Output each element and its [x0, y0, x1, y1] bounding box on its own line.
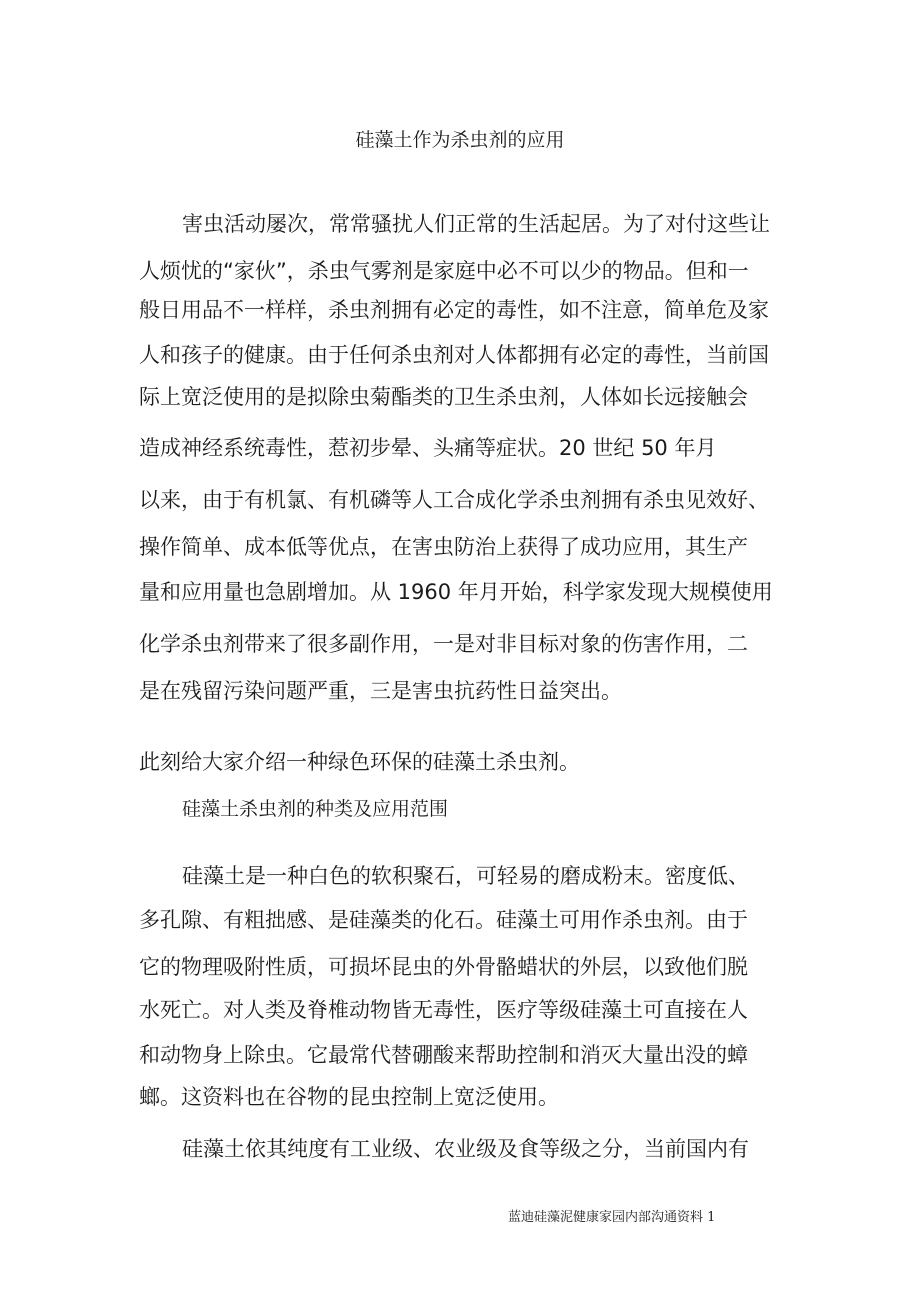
paragraph-1-line-5: 际上宽泛使用的是拟除虫菊酯类的卫生杀虫剂，人体如长远接触会: [139, 385, 748, 409]
paragraph-1-line-1: 害虫活动屡次，常常骚扰人们正常的生活起居。为了对付这些让: [182, 212, 770, 236]
section-subheading: 硅藻土杀虫剂的种类及应用范围: [182, 798, 449, 820]
paragraph-2-line-4: 水死亡。对人类及脊椎动物皆无毒性，医疗等级硅藻土可直接在人: [139, 998, 748, 1022]
paragraph-2-line-1: 硅藻土是一种白色的软积聚石，可轻易的磨成粉末。密度低、: [182, 864, 749, 888]
paragraph-1-line-10: 化学杀虫剂带来了很多副作用，一是对非目标对象的伤害作用，二: [139, 632, 748, 656]
paragraph-1-line-9: 量和应用量也急剧增加。从 1960 年月开始，科学家发现大规模使用: [139, 580, 773, 604]
paragraph-1-line-6: 造成神经系统毒性，惹初步晕、头痛等症状。20 世纪 50 年月: [139, 436, 717, 460]
paragraph-2-line-3: 它的物理吸附性质，可损坏昆虫的外骨骼蜡状的外层，以致他们脱: [139, 955, 748, 979]
paragraph-1-line-3: 般日用品不一样样，杀虫剂拥有必定的毒性，如不注意，简单危及家: [139, 298, 769, 322]
paragraph-2-line-2: 多孔隙、有粗拙感、是硅藻类的化石。硅藻土可用作杀虫剂。由于: [139, 908, 748, 932]
paragraph-2-line-6: 螂。这资料也在谷物的昆虫控制上宽泛使用。: [139, 1085, 559, 1109]
intro-line: 此刻给大家介绍一种绿色环保的硅藻土杀虫剂。: [139, 750, 580, 774]
paragraph-3-line-1: 硅藻土依其纯度有工业级、农业级及食等级之分，当前国内有: [182, 1137, 749, 1161]
paragraph-1-line-2: 人烦忧的“家伙”，杀虫气雾剂是家庭中必不可以少的物品。但和一: [139, 259, 749, 283]
page-footer: 蓝迪硅藻泥健康家园内部沟通资料 1: [508, 1210, 716, 1225]
document-title: 硅藻土作为杀虫剂的应用: [355, 129, 565, 151]
paragraph-1-line-4: 人和孩子的健康。由于任何杀虫剂对人体都拥有必定的毒性，当前国: [139, 343, 769, 367]
paragraph-1-line-7: 以来，由于有机氯、有机磷等人工合成化学杀虫剂拥有杀虫见效好、: [139, 488, 769, 512]
paragraph-1-line-8: 操作简单、成本低等优点，在害虫防治上获得了成功应用，其生产: [139, 535, 748, 559]
paragraph-1-line-11: 是在残留污染问题严重，三是害虫抗药性日益突出。: [139, 679, 622, 703]
paragraph-2-line-5: 和动物身上除虫。它最常代替硼酸来帮助控制和消灭大量出没的蟑: [139, 1043, 748, 1067]
